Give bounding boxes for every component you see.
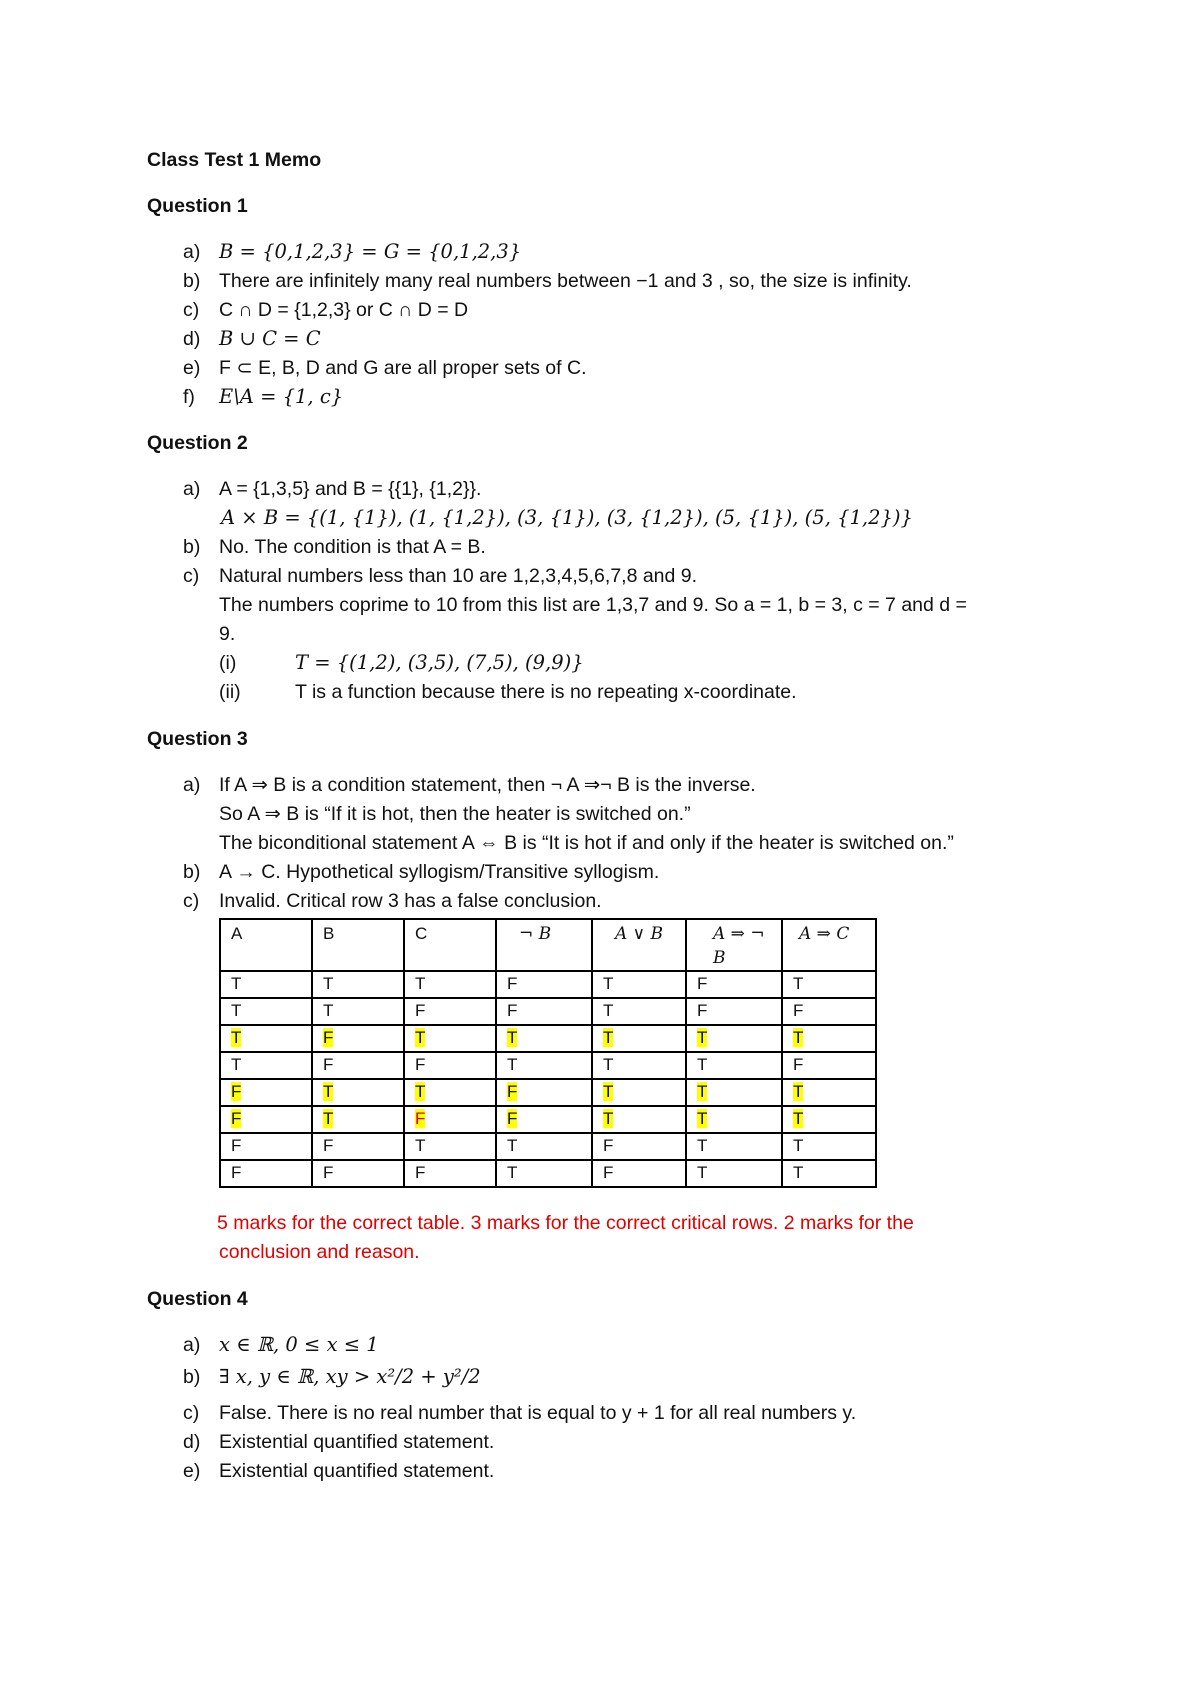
table-cell: T: [592, 1079, 686, 1106]
table-cell: T: [782, 971, 876, 998]
item-label: f): [183, 386, 195, 408]
item-label: a): [183, 241, 201, 263]
item-text: No. The condition is that A = B.: [219, 536, 486, 558]
column-header: ¬ B: [496, 919, 592, 971]
table-cell: F: [312, 1133, 404, 1160]
table-row: [220, 1052, 876, 1079]
table-cell: F: [312, 1025, 404, 1052]
table-cell: T: [592, 1106, 686, 1133]
table-row: [220, 1079, 876, 1106]
item-text: So A ⇒ B is “If it is hot, then the heater is switched on.”: [219, 803, 691, 825]
sub-item-label: (ii): [219, 681, 241, 703]
table-cell: F: [220, 1133, 312, 1160]
table-cell: T: [312, 1079, 404, 1106]
item-label: c): [183, 1402, 200, 1424]
table-row: [220, 1160, 876, 1187]
table-cell: T: [404, 1079, 496, 1106]
item-label: a): [183, 774, 201, 796]
page-title: Class Test 1 Memo: [147, 149, 322, 171]
item-text: E\A = {1, c}: [219, 385, 344, 408]
table-cell: T: [592, 1025, 686, 1052]
table-cell: T: [686, 1106, 782, 1133]
item-label: c): [183, 890, 200, 912]
table-cell: F: [496, 998, 592, 1025]
table-row: [220, 971, 876, 998]
table-row: [220, 998, 876, 1025]
column-header: C: [404, 919, 496, 971]
table-cell: T: [404, 971, 496, 998]
item-text: Invalid. Critical row 3 has a false conclusion.: [219, 890, 602, 912]
table-cell: T: [592, 998, 686, 1025]
table-cell: T: [592, 971, 686, 998]
item-text: B ∪ C = C: [219, 327, 321, 350]
sub-item-label: (i): [219, 652, 237, 674]
item-text: ∃ x, y ∈ ℝ, xy > x²/2 + y²/2: [219, 1365, 481, 1388]
table-cell: F: [404, 998, 496, 1025]
item-text: There are infinitely many real numbers between −1 and 3 , so, the size is infinity.: [219, 270, 912, 292]
column-header: A ⇒ ¬ B: [686, 919, 782, 971]
table-cell: T: [592, 1052, 686, 1079]
item-label: a): [183, 478, 201, 500]
table-cell: T: [220, 971, 312, 998]
truth-table: [219, 918, 877, 1188]
table-cell: T: [782, 1079, 876, 1106]
column-header: A: [220, 919, 312, 971]
table-cell: F: [782, 1052, 876, 1079]
table-header-row: [220, 919, 876, 971]
item-text: Existential quantified statement.: [219, 1431, 495, 1453]
table-cell: T: [496, 1133, 592, 1160]
table-cell: F: [404, 1052, 496, 1079]
table-cell: T: [220, 998, 312, 1025]
item-text: The numbers coprime to 10 from this list are 1,3,7 and 9. So a = 1, b = 3, c = 7 and d =: [219, 594, 967, 616]
table-cell: F: [220, 1079, 312, 1106]
item-label: b): [183, 536, 201, 558]
table-cell: T: [686, 1133, 782, 1160]
item-label: c): [183, 565, 200, 587]
table-cell: T: [312, 1106, 404, 1133]
table-cell: T: [782, 1160, 876, 1187]
table-cell: T: [312, 971, 404, 998]
table-cell: F: [782, 998, 876, 1025]
cartesian-product: A × B = {(1, {1}), (1, {1,2}), (3, {1}), (3, {1,2}), (5, {1}), (5, {1,2})}: [221, 506, 913, 529]
column-header: B: [312, 919, 404, 971]
sub-item-text: T = {(1,2), (3,5), (7,5), (9,9)}: [295, 651, 584, 674]
table-cell: F: [496, 1079, 592, 1106]
marking-note-line-2: conclusion and reason.: [219, 1241, 420, 1263]
item-text: Natural numbers less than 10 are 1,2,3,4,5,6,7,8 and 9.: [219, 565, 698, 587]
item-label: d): [183, 1431, 201, 1453]
table-cell: T: [686, 1160, 782, 1187]
table-cell: T: [686, 1052, 782, 1079]
table-cell: F: [686, 998, 782, 1025]
table-cell: T: [782, 1025, 876, 1052]
table-cell: T: [220, 1052, 312, 1079]
item-text: If A ⇒ B is a condition statement, then ¬ A ⇒¬ B is the inverse.: [219, 774, 756, 796]
table-cell: T: [220, 1025, 312, 1052]
column-header: A ⇒ C: [782, 919, 876, 971]
item-text: A = {1,3,5} and B = {{1}, {1,2}}.: [219, 478, 482, 500]
table-cell: F: [312, 1160, 404, 1187]
table-cell: F: [686, 971, 782, 998]
table-cell: T: [404, 1025, 496, 1052]
item-text: Existential quantified statement.: [219, 1460, 495, 1482]
column-header: A ∨ B: [592, 919, 686, 971]
item-text: False. There is no real number that is equal to y + 1 for all real numbers y.: [219, 1402, 857, 1424]
sub-item-text: T is a function because there is no repeating x-coordinate.: [295, 681, 797, 703]
item-text: The biconditional statement A ⇔ B is “It is hot if and only if the heater is switched on.”: [219, 832, 954, 854]
table-cell: F: [496, 971, 592, 998]
table-cell: F: [220, 1160, 312, 1187]
table-row: [220, 1025, 876, 1052]
item-label: d): [183, 328, 201, 350]
item-label: b): [183, 861, 201, 883]
table-cell: T: [312, 998, 404, 1025]
item-text: 9.: [219, 623, 236, 645]
item-text: F ⊂ E, B, D and G are all proper sets of C.: [219, 357, 587, 379]
table-cell: T: [782, 1106, 876, 1133]
item-text: A → C. Hypothetical syllogism/Transitive syllogism.: [219, 861, 660, 883]
question-3-heading: Question 3: [147, 728, 248, 750]
table-cell: T: [496, 1052, 592, 1079]
marking-note-line-1: 5 marks for the correct table. 3 marks for the correct critical rows. 2 marks for the: [217, 1212, 914, 1234]
table-cell: F: [220, 1106, 312, 1133]
item-text: B = {0,1,2,3} = G = {0,1,2,3}: [219, 240, 522, 263]
question-4-heading: Question 4: [147, 1288, 248, 1310]
item-label: b): [183, 1366, 201, 1388]
item-label: e): [183, 1460, 201, 1482]
table-cell: F: [404, 1160, 496, 1187]
question-1-heading: Question 1: [147, 195, 248, 217]
table-cell: T: [782, 1133, 876, 1160]
table-cell: T: [686, 1079, 782, 1106]
question-2-heading: Question 2: [147, 432, 248, 454]
item-label: a): [183, 1334, 201, 1356]
table-cell: T: [686, 1025, 782, 1052]
item-label: c): [183, 299, 200, 321]
item-label: e): [183, 357, 201, 379]
table-cell: F: [404, 1106, 496, 1133]
item-label: b): [183, 270, 201, 292]
table-cell: T: [496, 1160, 592, 1187]
table-row: [220, 1106, 876, 1133]
table-cell: T: [496, 1025, 592, 1052]
item-text: x ∈ ℝ, 0 ≤ x ≤ 1: [219, 1333, 379, 1356]
item-text: C ∩ D = {1,2,3} or C ∩ D = D: [219, 299, 469, 321]
table-row: [220, 1133, 876, 1160]
table-cell: F: [592, 1160, 686, 1187]
table-cell: F: [496, 1106, 592, 1133]
table-cell: F: [312, 1052, 404, 1079]
table-cell: F: [592, 1133, 686, 1160]
table-cell: T: [404, 1133, 496, 1160]
